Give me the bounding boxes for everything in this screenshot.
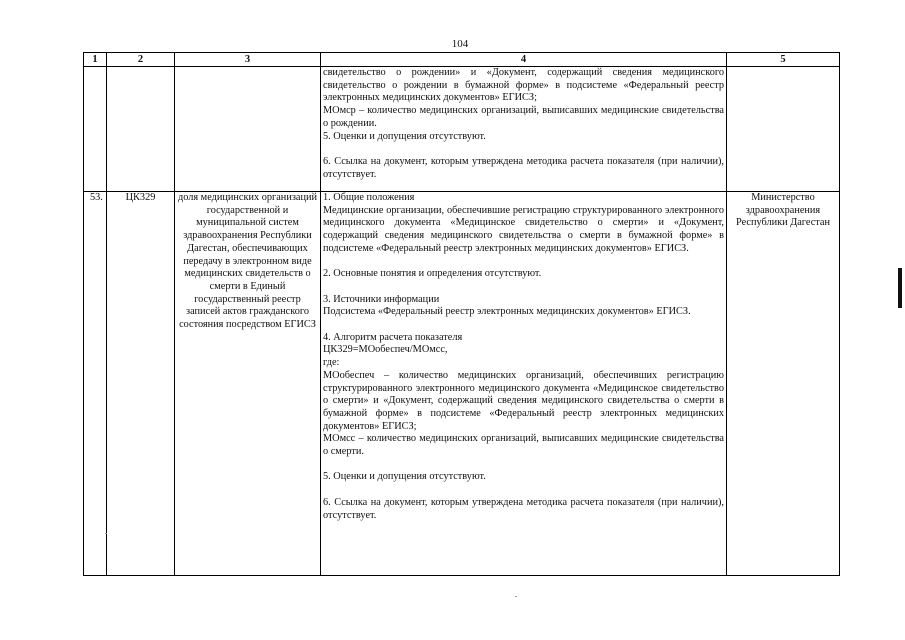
paragraph: где:: [323, 357, 340, 369]
paragraph-gap: [323, 484, 724, 497]
table-row-continuation: [84, 67, 840, 192]
header-col-3: 3: [175, 53, 321, 67]
cont-description-cell: [321, 67, 727, 192]
table-row-53: [84, 192, 840, 576]
scan-speck: [515, 596, 517, 597]
paragraph: ЦК329=МОобеспеч/МОмсс,: [323, 344, 448, 356]
cont-cell-2: [107, 67, 175, 192]
indicator-name: доля медицинских организаций государственной и муниципальной систем здравоохранения Республики Дагестан, обеспечивающих передачу в электронном виде медицинских свидетельств о смерти в Единый государственный реестр записей актов гражданского состояния посредством ЕГИСЗ: [175, 192, 321, 576]
paragraph-gap: [323, 256, 724, 269]
scan-speck: [105, 533, 107, 534]
binding-mark: [898, 268, 902, 308]
paragraph: МОобеспеч – количество медицинских организаций, обеспечивших регистрацию структурированного электронного медицинского документа «Медицинское свидетельство о смерти» и «Документ, содержащий сведения медицинского свидетельства о смерти в бумажной форме» в подсистеме «Федеральный реестр электронных медицинских документов» ЕГИСЗ;: [323, 369, 724, 432]
page-number: 104: [451, 38, 469, 50]
responsible-authority: Министерство здравоохранения Республики Дагестан: [727, 192, 840, 576]
paragraph-gap: [323, 319, 724, 332]
paragraph: 3. Источники информации: [323, 293, 440, 305]
paragraph: 4. Алгоритм расчета показателя: [323, 331, 463, 343]
paragraph: 1. Общие положения: [323, 192, 415, 203]
cont-cell-5: [727, 67, 840, 192]
paragraph: Медицинские организации, обеспечившие регистрацию структурированного электронного медицинского документа «Медицинское свидетельство о смерти» и «Документ, содержащий сведения медицинского свидетельства о смерти в бумажной форме» в подсистеме «Федеральный реестр электронных медицинских документов» ЕГИСЗ.: [323, 204, 724, 254]
paragraph-gap: [323, 143, 724, 156]
header-col-1: 1: [84, 53, 107, 67]
paragraph: Подсистема «Федеральный реестр электронных медицинских документов» ЕГИСЗ.: [323, 306, 691, 318]
header-col-4: 4: [321, 53, 727, 67]
paragraph-gap: [323, 459, 724, 472]
cont-cell-3: [175, 67, 321, 192]
indicator-table: [83, 52, 840, 576]
paragraph: МОмср – количество медицинских организаций, выписавших медицинские свидетельства о рождении.: [323, 105, 724, 129]
paragraph: 2. Основные понятия и определения отсутствуют.: [323, 268, 542, 280]
methodology-cell: [321, 192, 727, 576]
indicator-code: ЦК329: [107, 192, 175, 576]
paragraph: 6. Ссылка на документ, которым утверждена методика расчета показателя (при наличии), отсутствует.: [323, 155, 724, 180]
header-col-5: 5: [727, 53, 840, 67]
header-col-2: 2: [107, 53, 175, 67]
paragraph-gap: [323, 281, 724, 294]
cont-cell-1: [84, 67, 107, 192]
row-number: 53.: [84, 192, 107, 576]
paragraph: свидетельство о рождении» и «Документ, содержащий сведения медицинского свидетельство о рождении в бумажной форме» в подсистеме «Федеральный реестр электронных медицинских документов» ЕГИСЗ;: [323, 67, 724, 104]
paragraph: 5. Оценки и допущения отсутствуют.: [323, 471, 486, 483]
table-header-row: [84, 53, 840, 67]
paragraph: МОмсс – количество медицинских организаций, выписавших медицинские свидетельства о смерти.: [323, 433, 724, 458]
paragraph: 6. Ссылка на документ, которым утверждена методика расчета показателя (при наличии), отсутствует.: [323, 496, 724, 521]
paragraph: 5. Оценки и допущения отсутствуют.: [323, 130, 486, 142]
